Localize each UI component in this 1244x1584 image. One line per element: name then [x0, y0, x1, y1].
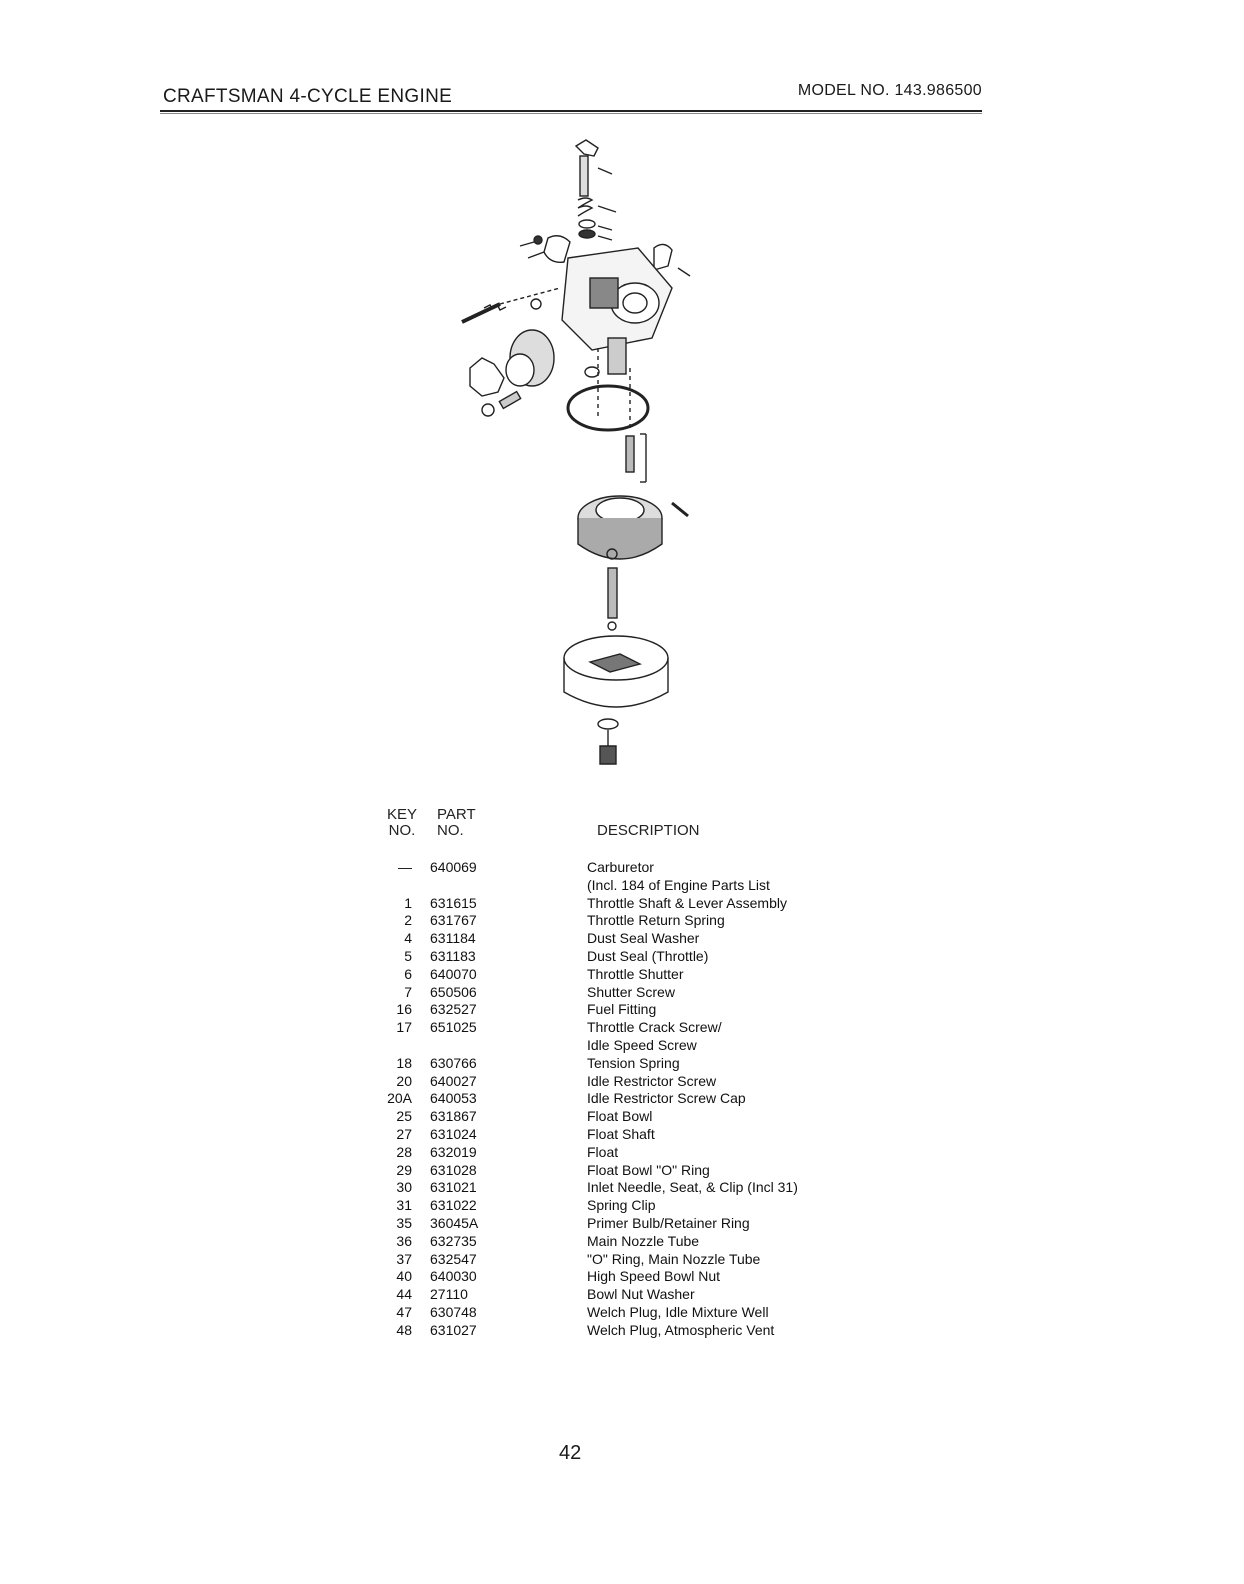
description-cell: Welch Plug, Idle Mixture Well — [587, 1303, 769, 1320]
key-number-cell: 4 — [404, 930, 412, 947]
o-ring-lower-part — [608, 622, 616, 630]
part-header-line2: NO. — [437, 822, 464, 839]
part-number-cell: 630748 — [430, 1303, 477, 1320]
key-header-line2: NO. — [388, 822, 416, 839]
description-cell: Carburetor — [587, 859, 654, 875]
key-number-cell: 17 — [396, 1019, 412, 1036]
description-cell: Float Shaft — [587, 1125, 655, 1142]
part-number-cell: 631021 — [430, 1179, 477, 1196]
part-number-header — [437, 807, 476, 839]
part-number-cell: 631615 — [430, 894, 477, 911]
header-divider-secondary — [160, 113, 982, 114]
part-number-cell: 632735 — [430, 1232, 477, 1249]
float-bowl-o-ring-part — [568, 386, 648, 430]
inlet-needle-part — [626, 434, 646, 482]
main-nozzle-tube-part — [608, 568, 617, 618]
table-row — [370, 1144, 870, 1162]
description-cell: Dust Seal Washer — [587, 930, 700, 947]
description-cell: Throttle Shutter — [587, 965, 684, 982]
table-row — [370, 1322, 870, 1340]
key-number-cell: 7 — [404, 983, 412, 1000]
carburetor-body-part — [562, 248, 672, 428]
part-number-cell: 631183 — [430, 947, 476, 964]
part-number-cell: 640053 — [430, 1090, 477, 1107]
part-number-cell: 36045A — [430, 1214, 479, 1231]
table-row — [370, 1304, 870, 1322]
key-number-cell: — — [398, 859, 412, 875]
throttle-spring-part — [578, 198, 616, 216]
welch-plug-vent-part — [585, 367, 599, 377]
key-number-cell: 31 — [396, 1197, 412, 1214]
description-cell: Bowl Nut Washer — [587, 1286, 695, 1303]
table-row — [370, 1179, 870, 1197]
key-number-cell: 2 — [404, 912, 412, 929]
table-row — [370, 877, 870, 895]
part-number-cell: 650506 — [430, 983, 477, 1000]
description-cell: Float Bowl — [587, 1108, 653, 1125]
table-row — [370, 859, 870, 877]
description-cell: Throttle Return Spring — [587, 912, 725, 929]
part-number-cell: 632547 — [430, 1250, 477, 1267]
part-number-cell: 631184 — [430, 930, 476, 947]
description-cell: Fuel Fitting — [587, 1001, 657, 1018]
part-number-cell: 640070 — [430, 965, 477, 982]
dust-seal-part — [579, 230, 595, 238]
description-cell: Spring Clip — [587, 1197, 656, 1214]
welch-plug-idle-part — [531, 299, 541, 309]
key-number-cell: 40 — [396, 1268, 412, 1285]
key-number-cell: 47 — [396, 1303, 412, 1320]
throttle-shaft-part — [576, 140, 612, 196]
table-row — [370, 1197, 870, 1215]
part-number-cell: 630766 — [430, 1054, 477, 1071]
part-number-cell: 632527 — [430, 1001, 477, 1018]
float-bowl-part — [564, 636, 668, 707]
part-number-cell: 631028 — [430, 1161, 477, 1178]
table-row — [370, 1055, 870, 1073]
key-number-cell: 35 — [396, 1214, 412, 1231]
table-row — [370, 1126, 870, 1144]
part-number-cell: 631867 — [430, 1108, 477, 1125]
key-number-cell: 30 — [396, 1179, 412, 1196]
part-number-cell: 631767 — [430, 912, 477, 929]
table-row — [370, 930, 870, 948]
key-number-cell: 20 — [396, 1072, 412, 1089]
fuel-fitting-part — [654, 244, 672, 270]
key-number-cell: 29 — [396, 1161, 412, 1178]
page-number: 42 — [559, 1442, 582, 1464]
description-cell: Idle Speed Screw — [587, 1036, 697, 1053]
part-number-cell: 631027 — [430, 1321, 477, 1338]
part-number-cell: 640030 — [430, 1268, 477, 1285]
shutter-screw-part — [534, 236, 542, 244]
description-cell: Main Nozzle Tube — [587, 1232, 700, 1249]
float-part — [578, 496, 662, 559]
key-number-cell: 1 — [404, 894, 412, 911]
key-number-cell: 16 — [396, 1001, 412, 1018]
key-number-cell: 5 — [404, 947, 412, 964]
header-divider — [160, 110, 982, 112]
key-number-cell: 27 — [396, 1125, 412, 1142]
part-number-cell: 632019 — [430, 1143, 477, 1160]
part-number-cell: 640027 — [430, 1072, 477, 1089]
part-number-cell: 631022 — [430, 1197, 477, 1214]
description-cell: Idle Restrictor Screw — [587, 1072, 717, 1089]
key-number-cell: 37 — [396, 1250, 412, 1267]
table-row — [370, 1268, 870, 1286]
key-number-cell: 44 — [396, 1286, 412, 1303]
carburetor-exploded-diagram — [440, 128, 760, 788]
description-cell: Throttle Shaft & Lever Assembly — [587, 894, 787, 911]
float-shaft-part — [672, 503, 688, 516]
table-row — [370, 1215, 870, 1233]
description-header: DESCRIPTION — [597, 822, 700, 839]
description-cell: Welch Plug, Atmospheric Vent — [587, 1321, 775, 1338]
table-row — [370, 984, 870, 1002]
description-cell: Primer Bulb/Retainer Ring — [587, 1214, 750, 1231]
table-row — [370, 1073, 870, 1091]
description-cell: Shutter Screw — [587, 983, 675, 1000]
table-row — [370, 1108, 870, 1126]
part-header-line1: PART — [437, 806, 476, 823]
description-cell: Float — [587, 1143, 619, 1160]
model-number: MODEL NO. 143.986500 — [797, 82, 982, 99]
description-cell: "O" Ring, Main Nozzle Tube — [587, 1250, 761, 1267]
description-cell: Dust Seal (Throttle) — [587, 947, 709, 964]
part-number-cell: 27110 — [430, 1286, 468, 1303]
idle-speed-screw-part — [462, 288, 560, 322]
key-number-cell: 6 — [404, 965, 412, 982]
key-number-cell: 36 — [396, 1232, 412, 1249]
description-cell: High Speed Bowl Nut — [587, 1268, 721, 1285]
table-row — [370, 948, 870, 966]
key-number-header — [377, 807, 427, 839]
key-number-cell: 25 — [396, 1108, 412, 1125]
table-row — [370, 912, 870, 930]
table-row — [370, 1001, 870, 1019]
key-number-cell: 48 — [396, 1321, 412, 1338]
page-title: CRAFTSMAN 4-CYCLE ENGINE — [163, 86, 453, 107]
table-row — [370, 1286, 870, 1304]
description-cell: Float Bowl "O" Ring — [587, 1161, 710, 1178]
key-number-cell: 18 — [396, 1054, 412, 1071]
parts-list — [370, 859, 870, 1340]
bowl-nut-part — [600, 746, 616, 764]
description-cell: Inlet Needle, Seat, & Clip (Incl 31) — [587, 1179, 798, 1196]
key-number-cell: 20A — [387, 1090, 412, 1107]
bowl-nut-washer-part — [598, 719, 618, 729]
part-number-cell: 640069 — [430, 859, 477, 875]
table-row — [370, 1251, 870, 1269]
table-row — [370, 1037, 870, 1055]
part-number-cell: 651025 — [430, 1019, 477, 1036]
table-row — [370, 1162, 870, 1180]
key-header-line1: KEY — [386, 806, 417, 823]
table-row — [370, 1233, 870, 1251]
description-cell: Throttle Crack Screw/ — [587, 1019, 722, 1036]
description-cell: (Incl. 184 of Engine Parts List — [587, 876, 770, 893]
table-row — [370, 1019, 870, 1037]
dust-seal-washer-part — [579, 220, 595, 228]
table-row — [370, 966, 870, 984]
part-number-cell: 631024 — [430, 1125, 477, 1142]
table-row — [370, 1090, 870, 1108]
primer-bulb-part — [470, 330, 554, 396]
description-cell: Tension Spring — [587, 1054, 680, 1071]
table-row — [370, 895, 870, 913]
description-cell: Idle Restrictor Screw Cap — [587, 1090, 746, 1107]
key-number-cell: 28 — [396, 1143, 412, 1160]
throttle-shutter-part — [544, 236, 570, 263]
